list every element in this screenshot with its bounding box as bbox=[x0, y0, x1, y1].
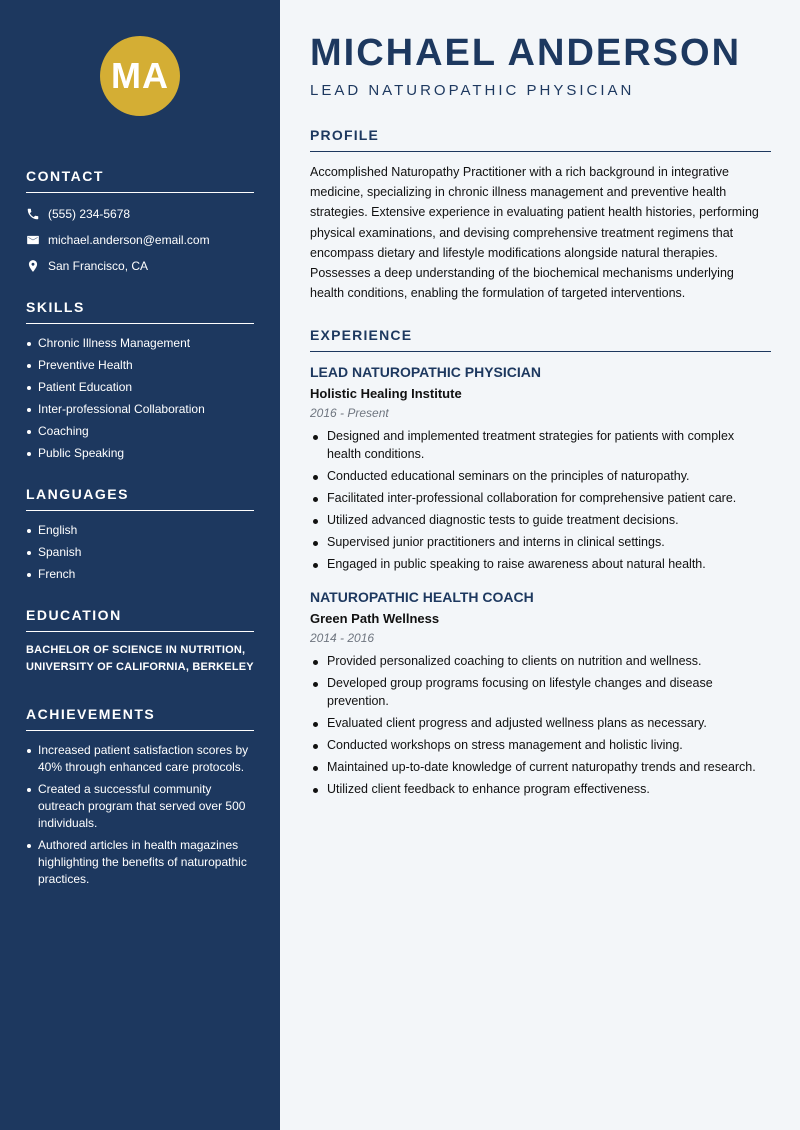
skill-item: Public Speaking bbox=[26, 445, 254, 462]
location-pin-icon bbox=[26, 259, 40, 273]
job-duty: Maintained up-to-date knowledge of current naturopathy trends and research. bbox=[310, 759, 771, 777]
skill-item: Inter-professional Collaboration bbox=[26, 401, 254, 418]
contact-heading: CONTACT bbox=[26, 168, 254, 193]
job-company: Holistic Healing Institute bbox=[310, 386, 462, 402]
job-duty: Evaluated client progress and adjusted wellness plans as necessary. bbox=[310, 715, 771, 733]
achievement-item: Created a successful community outreach program that served over 500 individuals. bbox=[26, 781, 254, 832]
achievements-heading: ACHIEVEMENTS bbox=[26, 706, 254, 731]
job-dates: 2016 - Present bbox=[310, 406, 389, 421]
contact-location bbox=[26, 257, 254, 275]
location-text: San Francisco, CA bbox=[48, 259, 149, 273]
job-duty: Designed and implemented treatment strategies for patients with complex health conditions. bbox=[310, 428, 771, 463]
job-duty: Conducted workshops on stress management and holistic living. bbox=[310, 737, 771, 755]
job-duty: Provided personalized coaching to clients on nutrition and wellness. bbox=[310, 653, 771, 671]
avatar-initials: MA bbox=[111, 55, 169, 96]
languages-section bbox=[26, 486, 254, 583]
job-duty: Developed group programs focusing on lifestyle changes and disease prevention. bbox=[310, 675, 771, 710]
education-section bbox=[26, 607, 254, 676]
education-degree: BACHELOR OF SCIENCE IN NUTRITION, bbox=[26, 644, 246, 656]
candidate-name: MICHAEL ANDERSON bbox=[310, 32, 742, 74]
language-item: Spanish bbox=[26, 544, 254, 561]
skills-heading: SKILLS bbox=[26, 299, 254, 324]
language-item: French bbox=[26, 566, 254, 583]
achievements-section bbox=[26, 706, 254, 888]
job-duty: Engaged in public speaking to raise awareness about natural health. bbox=[310, 556, 771, 574]
job-duty: Utilized advanced diagnostic tests to guide treatment decisions. bbox=[310, 512, 771, 530]
contact-email bbox=[26, 231, 254, 249]
job-duty: Utilized client feedback to enhance program effectiveness. bbox=[310, 781, 771, 799]
profile-section bbox=[310, 127, 771, 303]
job-dates: 2014 - 2016 bbox=[310, 631, 375, 646]
job-title: LEAD NATUROPATHIC PHYSICIAN bbox=[310, 364, 541, 381]
job-duty: Facilitated inter-professional collaboration for comprehensive patient care. bbox=[310, 490, 771, 508]
email-text: michael.anderson@email.com bbox=[48, 233, 210, 247]
main-content bbox=[280, 0, 800, 1130]
experience-heading: EXPERIENCE bbox=[310, 327, 771, 352]
contact-phone bbox=[26, 205, 254, 223]
job-company: Green Path Wellness bbox=[310, 611, 440, 627]
contact-list bbox=[26, 205, 254, 275]
contact-section bbox=[26, 168, 254, 275]
phone-text: (555) 234-5678 bbox=[48, 207, 131, 221]
skill-item: Chronic Illness Management bbox=[26, 335, 254, 352]
skills-section bbox=[26, 299, 254, 462]
skill-item: Coaching bbox=[26, 423, 254, 440]
job-title: NATUROPATHIC HEALTH COACH bbox=[310, 589, 534, 606]
education-entry bbox=[26, 642, 254, 676]
skill-item: Patient Education bbox=[26, 379, 254, 396]
job-duty: Supervised junior practitioners and interns in clinical settings. bbox=[310, 534, 771, 552]
sidebar bbox=[0, 0, 280, 1130]
mail-icon bbox=[26, 233, 40, 247]
profile-heading: PROFILE bbox=[310, 127, 771, 152]
education-school: UNIVERSITY OF CALIFORNIA, BERKELEY bbox=[26, 661, 254, 673]
achievement-item: Authored articles in health magazines highlighting the benefits of naturopathic practices. bbox=[26, 837, 254, 888]
skills-list bbox=[26, 335, 254, 462]
language-item: English bbox=[26, 522, 254, 539]
achievements-list bbox=[26, 742, 254, 888]
job-entry bbox=[310, 589, 771, 798]
languages-list bbox=[26, 522, 254, 583]
job-entry bbox=[310, 364, 771, 573]
achievement-item: Increased patient satisfaction scores by 40% through enhanced care protocols. bbox=[26, 742, 254, 776]
phone-icon bbox=[26, 207, 40, 221]
avatar bbox=[100, 36, 180, 116]
job-duties bbox=[310, 428, 771, 573]
experience-section bbox=[310, 327, 771, 798]
profile-text: Accomplished Naturopathy Practitioner with a rich background in integrative medicine, specializing in chronic illness management and preventive health strategies. Extensive experience in evaluating patient health histories, performing physical examinations, and devising comprehensive treatment regimens that encompass dietary and lifestyle modifications alongside natural therapies. Possesses a deep understanding of the biochemical mechanisms underlying health conditions, enabling the formulation of targeted interventions. bbox=[310, 165, 759, 301]
education-heading: EDUCATION bbox=[26, 607, 254, 632]
job-duties bbox=[310, 653, 771, 798]
languages-heading: LANGUAGES bbox=[26, 486, 254, 511]
candidate-title: LEAD NATUROPATHIC PHYSICIAN bbox=[310, 82, 635, 99]
job-duty: Conducted educational seminars on the principles of naturopathy. bbox=[310, 468, 771, 486]
skill-item: Preventive Health bbox=[26, 357, 254, 374]
